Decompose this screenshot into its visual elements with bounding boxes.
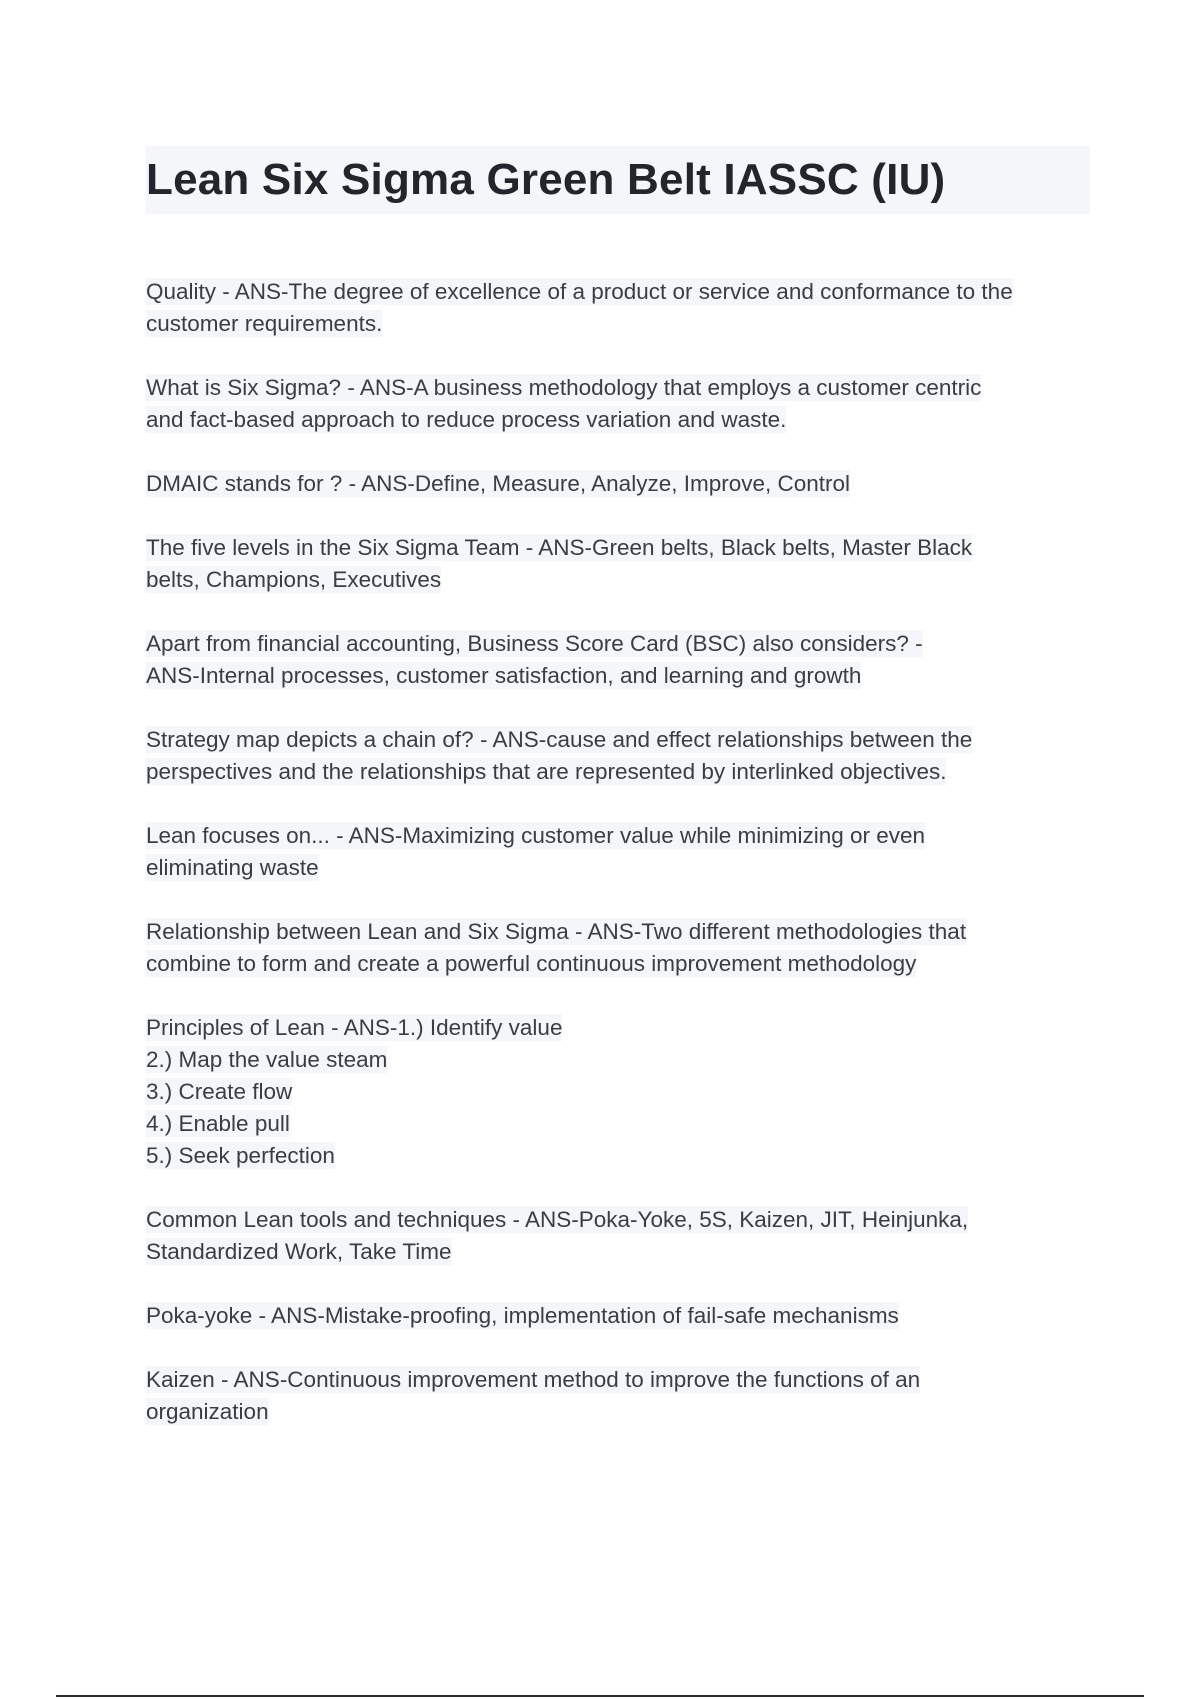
qa-line: 2.) Map the value steam bbox=[146, 1047, 388, 1072]
qa-line: What is Six Sigma? - ANS-A business methodology that employs a customer centric bbox=[146, 375, 982, 400]
qa-line: Poka-yoke - ANS-Mistake-proofing, implementation of fail-safe mechanisms bbox=[146, 1303, 899, 1328]
qa-item-quality bbox=[146, 276, 1090, 340]
qa-line: and fact-based approach to reduce process variation and waste. bbox=[146, 407, 787, 432]
qa-line: DMAIC stands for ? - ANS-Define, Measure, Analyze, Improve, Control bbox=[146, 471, 851, 496]
qa-line: Lean focuses on... - ANS-Maximizing customer value while minimizing or even bbox=[146, 823, 926, 848]
qa-line: 5.) Seek perfection bbox=[146, 1143, 335, 1168]
qa-line: ANS-Internal processes, customer satisfaction, and learning and growth bbox=[146, 663, 862, 688]
qa-line: eliminating waste bbox=[146, 855, 319, 880]
page-title: Lean Six Sigma Green Belt IASSC (IU) bbox=[146, 155, 946, 204]
qa-item-lean-six-sigma-relationship bbox=[146, 916, 1090, 980]
qa-item-team-levels bbox=[146, 532, 1090, 596]
qa-item-poka-yoke bbox=[146, 1300, 1090, 1332]
qa-item-dmaic bbox=[146, 468, 1090, 500]
qa-line: belts, Champions, Executives bbox=[146, 567, 442, 592]
qa-line: combine to form and create a powerful continuous improvement methodology bbox=[146, 951, 917, 976]
qa-item-kaizen bbox=[146, 1364, 1090, 1428]
qa-list bbox=[146, 276, 1090, 1460]
qa-line: Standardized Work, Take Time bbox=[146, 1239, 452, 1264]
qa-item-bsc bbox=[146, 628, 1090, 692]
qa-item-lean-principles bbox=[146, 1012, 1090, 1172]
qa-line: perspectives and the relationships that are represented by interlinked objectives. bbox=[146, 759, 947, 784]
qa-item-strategy-map bbox=[146, 724, 1090, 788]
qa-line: Apart from financial accounting, Business Score Card (BSC) also considers? - bbox=[146, 631, 923, 656]
qa-line: 4.) Enable pull bbox=[146, 1111, 290, 1136]
qa-item-lean-tools bbox=[146, 1204, 1090, 1268]
page-bottom-divider bbox=[56, 1695, 1144, 1697]
qa-line: Kaizen - ANS-Continuous improvement method to improve the functions of an bbox=[146, 1367, 921, 1392]
qa-line: Principles of Lean - ANS-1.) Identify value bbox=[146, 1015, 563, 1040]
qa-item-lean-focus bbox=[146, 820, 1090, 884]
qa-line: 3.) Create flow bbox=[146, 1079, 293, 1104]
qa-line: Strategy map depicts a chain of? - ANS-cause and effect relationships between the bbox=[146, 727, 973, 752]
qa-line: Relationship between Lean and Six Sigma - ANS-Two different methodologies that bbox=[146, 919, 967, 944]
qa-line: customer requirements. bbox=[146, 311, 383, 336]
qa-line: The five levels in the Six Sigma Team - ANS-Green belts, Black belts, Master Black bbox=[146, 535, 973, 560]
title-block bbox=[146, 146, 1090, 214]
qa-line: Common Lean tools and techniques - ANS-Poka-Yoke, 5S, Kaizen, JIT, Heinjunka, bbox=[146, 1207, 969, 1232]
qa-item-six-sigma bbox=[146, 372, 1090, 436]
qa-line: organization bbox=[146, 1399, 269, 1424]
qa-line: Quality - ANS-The degree of excellence of a product or service and conformance to the bbox=[146, 279, 1013, 304]
